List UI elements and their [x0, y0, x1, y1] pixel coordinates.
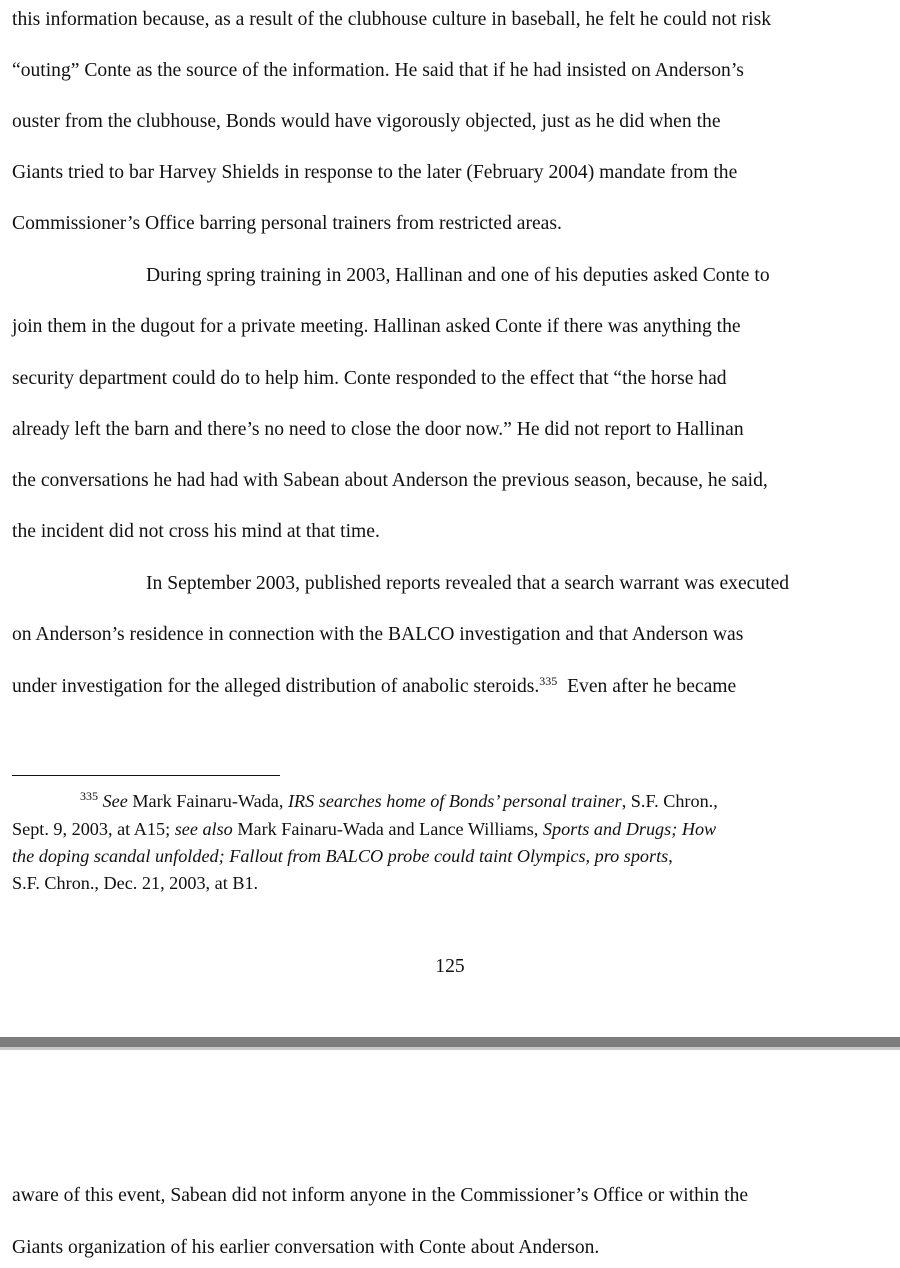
page-number: 125 [435, 956, 465, 977]
body-text-line: security department could do to help him. Conte responded to the effect that “the horse had [12, 368, 727, 389]
body-text-line: the incident did not cross his mind at that time. [12, 521, 380, 542]
footnote-text: Mark Fainaru-Wada, [127, 791, 288, 811]
body-text-segment: under investigation for the alleged distribution of anabolic steroids. [12, 676, 540, 697]
footnote-text: , S.F. Chron., [621, 791, 718, 811]
footnote-line: S.F. Chron., Dec. 21, 2003, at B1. [12, 873, 259, 893]
footnote-article-title: the doping scandal unfolded; Fallout from BALCO probe could taint Olympics, pro sports [12, 846, 669, 866]
footnote-text: Mark Fainaru-Wada and Lance Williams, [232, 819, 543, 839]
footnote-article-title: IRS searches home of Bonds’ personal trainer [287, 791, 622, 811]
footnote-reference: 335 [539, 674, 558, 688]
body-text-line: ouster from the clubhouse, Bonds would have vigorously objected, just as he did when the [12, 111, 721, 132]
footnote-line [80, 790, 900, 814]
body-text-line: Commissioner’s Office barring personal trainers from restricted areas. [12, 213, 562, 234]
body-text-segment: Even after he became [557, 676, 737, 697]
body-text-line: already left the barn and there’s no need to close the door now.” He did not report to Hallinan [12, 419, 744, 440]
body-text-line: on Anderson’s residence in connection with the BALCO investigation and that Anderson was [12, 624, 744, 645]
footnote-article-title: Sports and Drugs; How [542, 819, 717, 839]
body-text-line: join them in the dugout for a private meeting. Hallinan asked Conte if there was anything the [12, 316, 741, 337]
body-text-line [12, 675, 892, 700]
body-text-line: aware of this event, Sabean did not inform anyone in the Commissioner’s Office or within the [12, 1185, 749, 1206]
footnote-line [12, 818, 892, 840]
paragraph-first-line: In September 2003, published reports revealed that a search warrant was executed [146, 573, 790, 594]
footnote-line [12, 845, 892, 867]
body-text-line: this information because, as a result of the clubhouse culture in baseball, he felt he could not risk [12, 9, 772, 30]
body-text-line: Giants tried to bar Harvey Shields in response to the later (February 2004) mandate from the [12, 162, 738, 183]
body-text-line: “outing” Conte as the source of the information. He said that if he had insisted on Anderson’s [12, 60, 744, 81]
paragraph-first-line: During spring training in 2003, Hallinan and one of his deputies asked Conte to [146, 265, 770, 286]
page-break-bar [0, 1037, 900, 1047]
footnote-separator [12, 775, 280, 776]
body-text-line: the conversations he had had with Sabean about Anderson the previous season, because, he said, [12, 470, 768, 491]
footnote-signal: see also [174, 819, 233, 839]
page-break-shadow [0, 1047, 900, 1050]
footnote-number: 335 [80, 789, 98, 803]
body-text-line: Giants organization of his earlier conversation with Conte about Anderson. [12, 1237, 600, 1258]
footnote-signal: See [102, 791, 128, 811]
footnote-text: , [668, 846, 673, 866]
footnote-text: Sept. 9, 2003, at A15; [12, 819, 175, 839]
